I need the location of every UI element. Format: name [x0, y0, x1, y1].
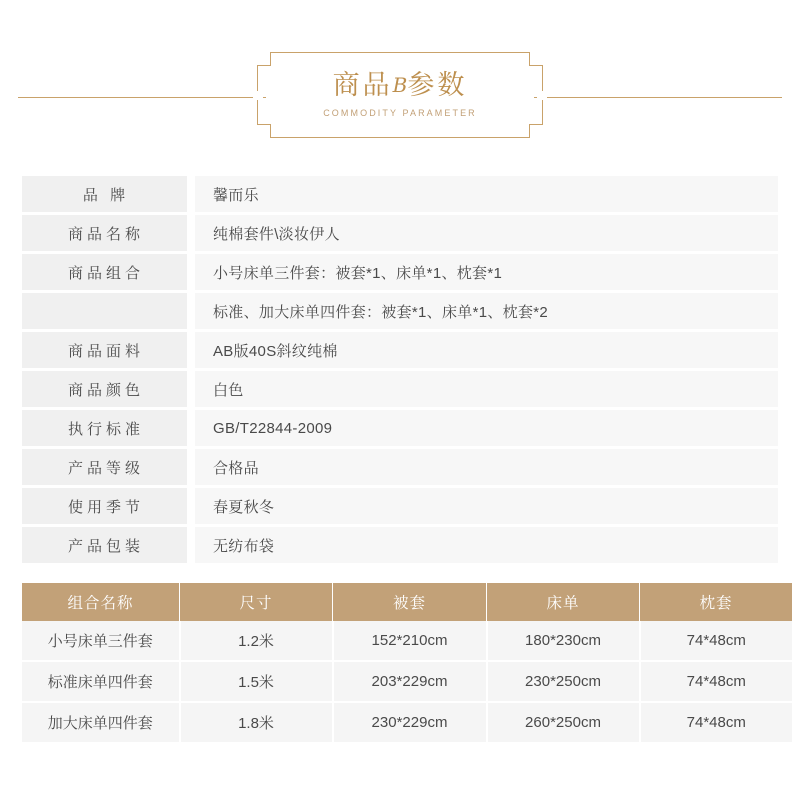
- header-rule-left: [18, 97, 266, 98]
- size-table-header-row: [22, 583, 792, 621]
- size-cell-size: 1.2米: [180, 621, 333, 661]
- size-cell-name: 加大床单四件套: [22, 702, 180, 742]
- spec-label-text: 品 牌: [82, 186, 130, 204]
- table-row: [22, 332, 778, 368]
- page-title-script-glyph: B: [392, 73, 408, 97]
- table-row: [22, 410, 778, 446]
- table-row: [22, 702, 792, 742]
- spec-value: 馨而乐: [195, 176, 778, 212]
- spec-label: [22, 527, 187, 563]
- table-row: [22, 527, 778, 563]
- size-header-name: 组合名称: [22, 583, 180, 621]
- page-subtitle: COMMODITY PARAMETER: [323, 108, 477, 118]
- spec-label-text: 产品包装: [67, 537, 144, 555]
- size-header-size: 尺寸: [180, 583, 333, 621]
- spec-gap: [187, 371, 195, 407]
- spec-label-text: 产品等级: [67, 459, 144, 477]
- size-cell-pillowcase: 74*48cm: [640, 661, 793, 702]
- spec-value: 合格品: [195, 449, 778, 485]
- spec-label: [22, 254, 187, 290]
- spec-value: 无纺布袋: [195, 527, 778, 563]
- size-cell-bed-sheet: 230*250cm: [487, 661, 640, 702]
- table-row: [22, 661, 792, 702]
- frame-rule-gap-right: [537, 91, 547, 100]
- size-cell-pillowcase: 74*48cm: [640, 621, 793, 661]
- size-cell-pillowcase: 74*48cm: [640, 702, 793, 742]
- spec-label-text: 商品颜色: [67, 381, 144, 399]
- title-frame: [257, 52, 543, 138]
- page-title-left: 商品: [332, 70, 393, 101]
- spec-table: [22, 173, 778, 566]
- spec-label: [22, 215, 187, 251]
- table-row: [22, 621, 792, 661]
- spec-gap: [187, 449, 195, 485]
- spec-label: [22, 371, 187, 407]
- spec-gap: [187, 176, 195, 212]
- spec-value: GB/T22844-2009: [195, 410, 778, 446]
- size-cell-bed-sheet: 180*230cm: [487, 621, 640, 661]
- spec-gap: [187, 332, 195, 368]
- frame-rule-gap-left: [253, 91, 263, 100]
- spec-label-text: 执行标准: [67, 420, 144, 438]
- spec-value: 春夏秋冬: [195, 488, 778, 524]
- spec-label: [22, 488, 187, 524]
- size-table: [22, 583, 792, 742]
- page-header: [0, 0, 800, 150]
- size-cell-quilt-cover: 152*210cm: [333, 621, 487, 661]
- frame-corner-top-right: [529, 52, 543, 66]
- table-row: [22, 215, 778, 251]
- size-cell-quilt-cover: 230*229cm: [333, 702, 487, 742]
- spec-gap: [187, 527, 195, 563]
- size-cell-name: 标准床单四件套: [22, 661, 180, 702]
- table-row: [22, 293, 778, 329]
- size-header-pillowcase: 枕套: [640, 583, 793, 621]
- spec-label: [22, 410, 187, 446]
- table-row: [22, 449, 778, 485]
- frame-corner-top-left: [257, 52, 271, 66]
- frame-corner-bottom-right: [529, 124, 543, 138]
- spec-label: [22, 293, 187, 329]
- header-rule-right: [534, 97, 782, 98]
- spec-table-body: [22, 176, 778, 563]
- frame-corner-bottom-left: [257, 124, 271, 138]
- table-row: [22, 488, 778, 524]
- spec-label-text: 商品名称: [67, 225, 144, 243]
- page-title: [333, 72, 468, 99]
- spec-gap: [187, 215, 195, 251]
- spec-label-text: 使用季节: [67, 498, 144, 516]
- page-title-right: 参数: [407, 70, 468, 101]
- spec-value: 小号床单三件套：被套*1、床单*1、枕套*1: [195, 254, 778, 290]
- size-cell-size: 1.8米: [180, 702, 333, 742]
- spec-label: [22, 176, 187, 212]
- table-row: [22, 176, 778, 212]
- spec-value: 标准、加大床单四件套：被套*1、床单*1、枕套*2: [195, 293, 778, 329]
- spec-gap: [187, 254, 195, 290]
- size-table-head: [22, 583, 792, 621]
- spec-label: [22, 449, 187, 485]
- size-table-body: [22, 621, 792, 742]
- size-header-bed-sheet: 床单: [487, 583, 640, 621]
- spec-value: 白色: [195, 371, 778, 407]
- size-cell-bed-sheet: 260*250cm: [487, 702, 640, 742]
- size-cell-size: 1.5米: [180, 661, 333, 702]
- spec-gap: [187, 410, 195, 446]
- spec-gap: [187, 293, 195, 329]
- size-cell-quilt-cover: 203*229cm: [333, 661, 487, 702]
- spec-value: 纯棉套件\淡妆伊人: [195, 215, 778, 251]
- size-cell-name: 小号床单三件套: [22, 621, 180, 661]
- spec-label-text: 商品组合: [67, 264, 144, 282]
- spec-gap: [187, 488, 195, 524]
- table-row: [22, 254, 778, 290]
- spec-label: [22, 332, 187, 368]
- spec-value: AB版40S斜纹纯棉: [195, 332, 778, 368]
- spec-label-text: 商品面料: [67, 342, 144, 360]
- table-row: [22, 371, 778, 407]
- size-header-quilt-cover: 被套: [333, 583, 487, 621]
